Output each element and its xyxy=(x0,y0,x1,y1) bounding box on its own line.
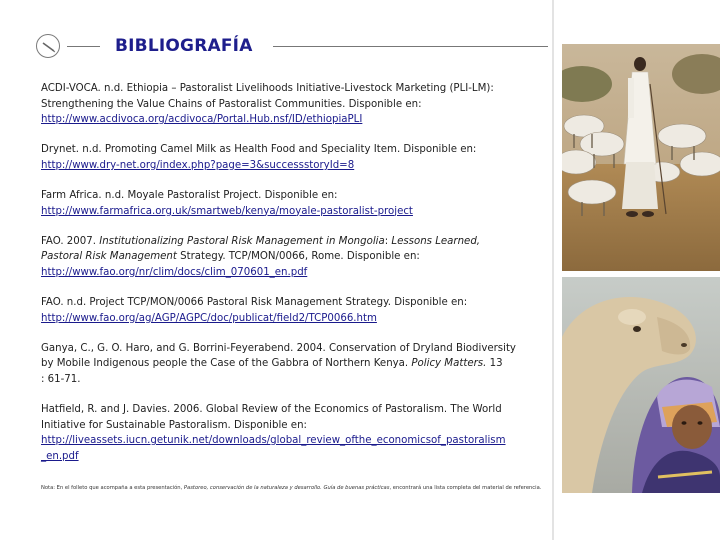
reference-link[interactable]: http://liveassets.iucn.getunik.net/downloads/global_review_ofthe_economicsof_pastoralism xyxy=(41,435,506,447)
reference-text: : 61-71. xyxy=(41,373,81,385)
reference-item xyxy=(41,341,551,388)
reference-title: Pastoral Risk Management xyxy=(41,251,177,263)
camel-and-woman-photo xyxy=(562,277,720,493)
reference-text: Strengthening the Value Chains of Pastoralist Communities. Disponible en: xyxy=(41,98,422,110)
reference-link[interactable]: _en.pdf xyxy=(41,450,79,462)
column-divider xyxy=(552,0,554,540)
reference-text: Farm Africa. n.d. Moyale Pastoralist Project. Disponible en: xyxy=(41,189,338,201)
reference-item xyxy=(41,402,551,464)
reference-text: ACDI-VOCA. n.d. Ethiopia – Pastoralist Livelihoods Initiative-Livestock Marketing (PLI-LM): xyxy=(41,83,494,94)
reference-item xyxy=(41,81,551,128)
reference-link[interactable]: http://www.farmafrica.org.uk/smartweb/kenya/moyale-pastoralist-project xyxy=(41,205,413,217)
title-rule-right xyxy=(273,46,548,47)
reference-list xyxy=(41,81,551,479)
reference-text: FAO. 2007. Institutionalizing Pastoral Risk Management in Mongolia: Lessons Learned, xyxy=(41,235,481,247)
reference-text: Hatfield, R. and J. Davies. 2006. Global Review of the Economics of Pastoralism. The World xyxy=(41,403,502,415)
herder-with-cattle-photo xyxy=(562,44,720,271)
page-title: BIBLIOGRAFÍA xyxy=(115,36,253,56)
reference-text: Drynet. n.d. Promoting Camel Milk as Health Food and Speciality Item. Disponible en: xyxy=(41,144,477,156)
reference-text: Initiative for Sustainable Pastoralism. Disponible en: xyxy=(41,419,307,431)
reference-text: Pastoral Risk Management Strategy. TCP/MON/0066, Rome. Disponible en: xyxy=(41,251,420,263)
journal-title: Policy Matters. xyxy=(411,358,487,370)
reference-link[interactable]: http://www.fao.org/nr/clim/docs/clim_070601_en.pdf xyxy=(41,266,308,278)
reference-link[interactable]: http://www.acdivoca.org/acdivoca/Portal.Hub.nsf/ID/ethiopiaPLI xyxy=(41,114,363,126)
footnote: Nota: En el folleto que acompaña a esta presentación, Pastoreo, conservación de la naturaleza y desarrollo. Guía de buenas prácticas, encontrará una lista completa del material de referencia. xyxy=(41,485,542,491)
reference-link[interactable]: http://www.dry-net.org/index.php?page=3&successstoryId=8 xyxy=(41,159,355,171)
title-rule-left xyxy=(67,46,100,47)
pen-in-circle-icon xyxy=(36,34,60,58)
reference-text: by Mobile Indigenous people the Case of the Gabbra of Northern Kenya. Policy Matters. 13 xyxy=(41,358,503,370)
reference-item xyxy=(41,295,551,326)
reference-text: Ganya, C., G. O. Haro, and G. Borrini-Feyerabend. 2004. Conservation of Dryland Biodiversity xyxy=(41,342,516,354)
reference-text: FAO. n.d. Project TCP/MON/0066 Pastoral Risk Management Strategy. Disponible en: xyxy=(41,296,468,308)
reference-link[interactable]: http://www.fao.org/ag/AGP/AGPC/doc/publicat/field2/TCP0066.htm xyxy=(41,312,377,324)
reference-item xyxy=(41,142,551,173)
reference-item xyxy=(41,234,551,281)
reference-item xyxy=(41,188,551,219)
reference-title: Institutionalizing Pastoral Risk Management in Mongolia xyxy=(99,235,385,247)
